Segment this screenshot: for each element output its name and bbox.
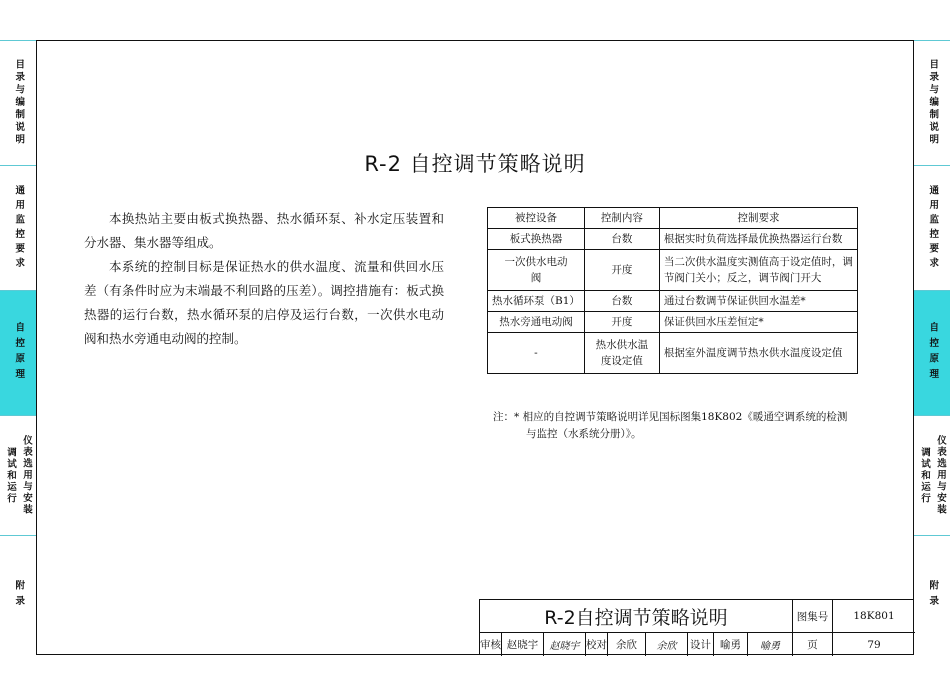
tab-control-principle-label: 自控原理 <box>13 322 25 384</box>
table-cell: 通过台数调节保证供回水温差* <box>659 291 857 312</box>
table-header-row <box>488 208 858 229</box>
table-cell: - <box>488 333 585 374</box>
table-header: 控制要求 <box>659 208 857 229</box>
atlas-number: 18K801 <box>833 600 915 633</box>
designer-name: 喻勇 <box>714 633 748 656</box>
tab-contents-right[interactable] <box>914 40 950 165</box>
table-cell: 根据室外温度调节热水供水温度设定值 <box>659 333 857 374</box>
description <box>84 207 444 351</box>
table-cell: 台数 <box>584 291 659 312</box>
signature-row <box>480 633 793 656</box>
table-row <box>488 229 858 250</box>
designer-signature: 喻勇 <box>748 633 793 656</box>
table-cell: 热水循环泵（B1） <box>488 291 585 312</box>
table-row <box>488 333 858 374</box>
note-line-1: 注：* 相应的自控调节策略说明详见国标图集18K802《暖通空调系统的检测 <box>493 411 848 423</box>
table-cell: 板式换热器 <box>488 229 585 250</box>
title-block-title: R-2自控调节策略说明 <box>480 600 793 633</box>
table-cell: 保证供回水压差恒定* <box>659 312 857 333</box>
table-note <box>493 409 863 443</box>
tab-instruments-right-label: 仪表选用与安装 <box>935 435 946 516</box>
description-paragraph-2: 本系统的控制目标是保证热水的供水温度、流量和供回水压差（有条件时应为末端最不利回路的压差）。调控措施有：板式换热器的运行台数，热水循环泵的启停及运行台数，一次供水电动阀和热水旁通电动阀的控制。 <box>84 259 444 346</box>
table-cell: 当二次供水温度实测值高于设定值时，调节阀门关小；反之，调节阀门开大 <box>659 250 857 291</box>
reviewer-name: 赵晓宇 <box>502 633 544 656</box>
tab-instruments-right[interactable] <box>914 415 950 535</box>
tab-control-principle-right[interactable] <box>914 290 950 415</box>
tab-appendix-label: 附录 <box>13 580 25 611</box>
design-label: 设计 <box>688 633 714 656</box>
table-row <box>488 250 858 291</box>
checker-signature: 余欣 <box>646 633 688 656</box>
atlas-label: 图集号 <box>793 600 833 633</box>
checker-name: 余欣 <box>608 633 646 656</box>
table-row <box>488 312 858 333</box>
page-number: 79 <box>867 638 881 651</box>
tab-contents-label: 目录与编制说明 <box>13 59 25 147</box>
table-cell: 台数 <box>584 229 659 250</box>
tab-contents[interactable] <box>0 40 36 165</box>
page-label: 页 <box>793 633 833 656</box>
tab-instruments-right-sublabel: 调试和运行 <box>919 447 930 505</box>
tab-general-requirements-right[interactable] <box>914 165 950 290</box>
table-header: 被控设备 <box>488 208 585 229</box>
table-cell: 热水旁通电动阀 <box>488 312 585 333</box>
note-line-2: 与监控（水系统分册）》。 <box>526 428 642 440</box>
tab-general-requirements[interactable] <box>0 165 36 290</box>
title-block <box>479 599 914 655</box>
tab-general-requirements-label: 通用监控要求 <box>13 184 25 272</box>
table-cell: 开度 <box>584 312 659 333</box>
table-cell: 根据实时负荷选择最优换热器运行台数 <box>659 229 857 250</box>
review-label: 审核 <box>480 633 502 656</box>
right-sidebar <box>914 40 950 655</box>
tab-instruments[interactable] <box>0 415 36 535</box>
table-cell: 一次供水电动阀 <box>488 250 585 291</box>
tab-control-principle-right-label: 自控原理 <box>927 322 939 384</box>
table-cell: 热水供水温度设定值 <box>584 333 659 374</box>
tab-general-requirements-right-label: 通用监控要求 <box>927 184 939 272</box>
tab-control-principle[interactable] <box>0 290 36 415</box>
tab-instruments-sublabel: 调试和运行 <box>5 447 16 505</box>
tab-appendix-right-label: 附录 <box>927 580 939 611</box>
reviewer-signature: 赵晓宇 <box>544 633 586 656</box>
page-title: R-2 自控调节策略说明 <box>364 152 586 176</box>
tab-appendix[interactable] <box>0 535 36 655</box>
tab-appendix-right[interactable] <box>914 535 950 655</box>
table-header: 控制内容 <box>584 208 659 229</box>
description-paragraph-1: 本换热站主要由板式换热器、热水循环泵、补水定压装置和分水器、集水器等组成。 <box>84 211 444 250</box>
table-cell: 开度 <box>584 250 659 291</box>
left-sidebar <box>0 40 36 655</box>
check-label: 校对 <box>586 633 608 656</box>
control-table <box>487 207 858 374</box>
tab-instruments-label: 仪表选用与安装 <box>21 435 32 516</box>
tab-contents-right-label: 目录与编制说明 <box>927 59 939 147</box>
table-row <box>488 291 858 312</box>
